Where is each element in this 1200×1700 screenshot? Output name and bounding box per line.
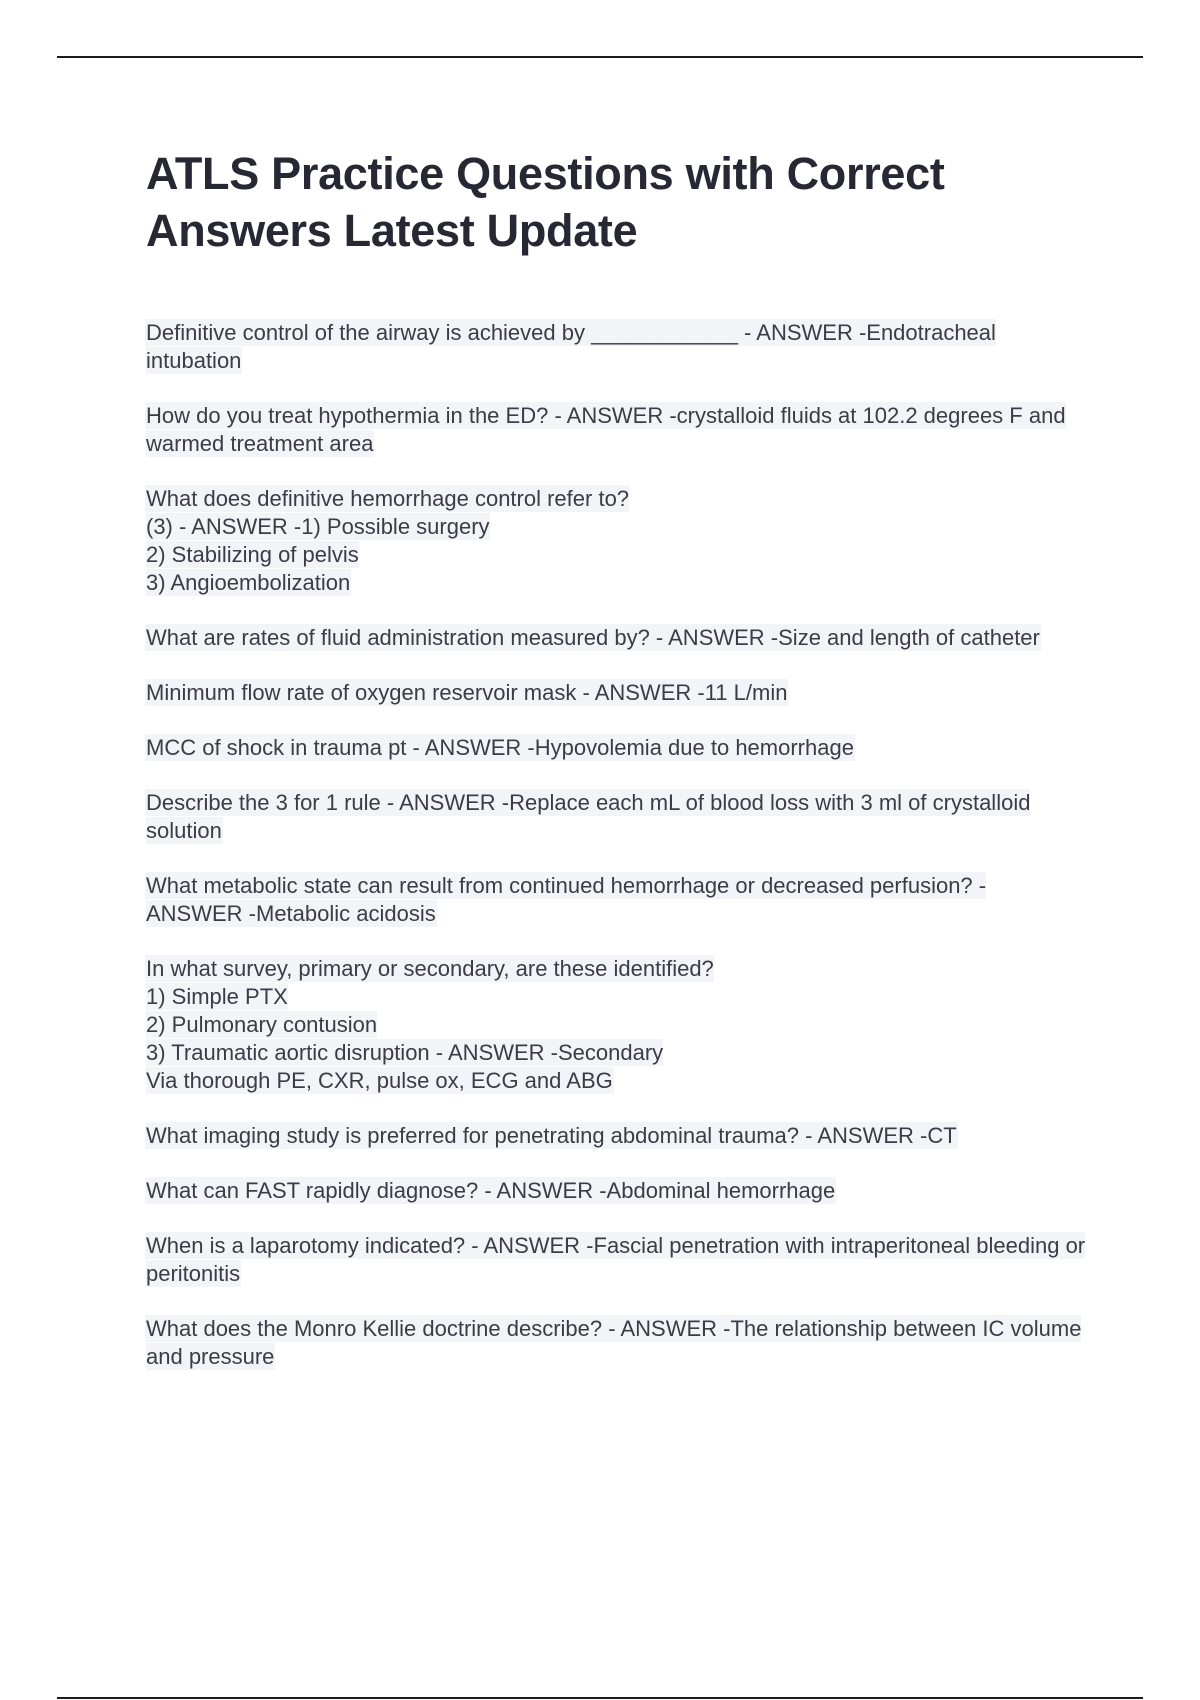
qa-text: MCC of shock in trauma pt - ANSWER -Hypovolemia due to hemorrhage xyxy=(146,735,854,760)
qa-item xyxy=(146,319,1086,375)
qa-text: What imaging study is preferred for penetrating abdominal trauma? - ANSWER -CT xyxy=(146,1123,957,1148)
qa-item xyxy=(146,679,1086,707)
qa-text: What metabolic state can result from continued hemorrhage or decreased perfusion? - ANSWER -Metabolic acidosis xyxy=(146,873,987,926)
qa-item xyxy=(146,734,1086,762)
qa-text: Describe the 3 for 1 rule - ANSWER -Replace each mL of blood loss with 3 ml of crystalloid solution xyxy=(146,790,1031,843)
qa-text: In what survey, primary or secondary, are these identified? 1) Simple PTX 2) Pulmonary contusion 3) Traumatic aortic disruption - ANSWER -Secondary Via thorough PE, CXR, pulse ox, ECG and ABG xyxy=(146,956,714,1093)
qa-text: How do you treat hypothermia in the ED? - ANSWER -crystalloid fluids at 102.2 degrees F and warmed treatment area xyxy=(146,403,1066,456)
qa-text: When is a laparotomy indicated? - ANSWER -Fascial penetration with intraperitoneal bleeding or peritonitis xyxy=(146,1233,1086,1286)
qa-text: What can FAST rapidly diagnose? - ANSWER -Abdominal hemorrhage xyxy=(146,1178,836,1203)
qa-text: Minimum flow rate of oxygen reservoir mask - ANSWER -11 L/min xyxy=(146,680,788,705)
qa-item xyxy=(146,1232,1086,1288)
qa-item xyxy=(146,789,1086,845)
qa-item xyxy=(146,955,1086,1095)
document-title: ATLS Practice Questions with Correct Answers Latest Update xyxy=(146,148,945,256)
qa-item xyxy=(146,1177,1086,1205)
qa-item xyxy=(146,402,1086,458)
document-body xyxy=(146,145,1086,1398)
qa-list xyxy=(146,319,1086,1371)
qa-item xyxy=(146,1315,1086,1371)
qa-text: Definitive control of the airway is achieved by ____________ - ANSWER -Endotracheal intubation xyxy=(146,320,996,373)
qa-item xyxy=(146,1122,1086,1150)
qa-item xyxy=(146,624,1086,652)
bottom-divider xyxy=(57,1697,1143,1699)
top-divider xyxy=(57,56,1143,58)
qa-item xyxy=(146,872,1086,928)
qa-text: What does the Monro Kellie doctrine describe? - ANSWER -The relationship between IC volume and pressure xyxy=(146,1316,1082,1369)
qa-text: What are rates of fluid administration measured by? - ANSWER -Size and length of catheter xyxy=(146,625,1040,650)
qa-item xyxy=(146,485,1086,597)
qa-text: What does definitive hemorrhage control refer to? (3) - ANSWER -1) Possible surgery 2) Stabilizing of pelvis 3) Angioembolization xyxy=(146,486,630,595)
